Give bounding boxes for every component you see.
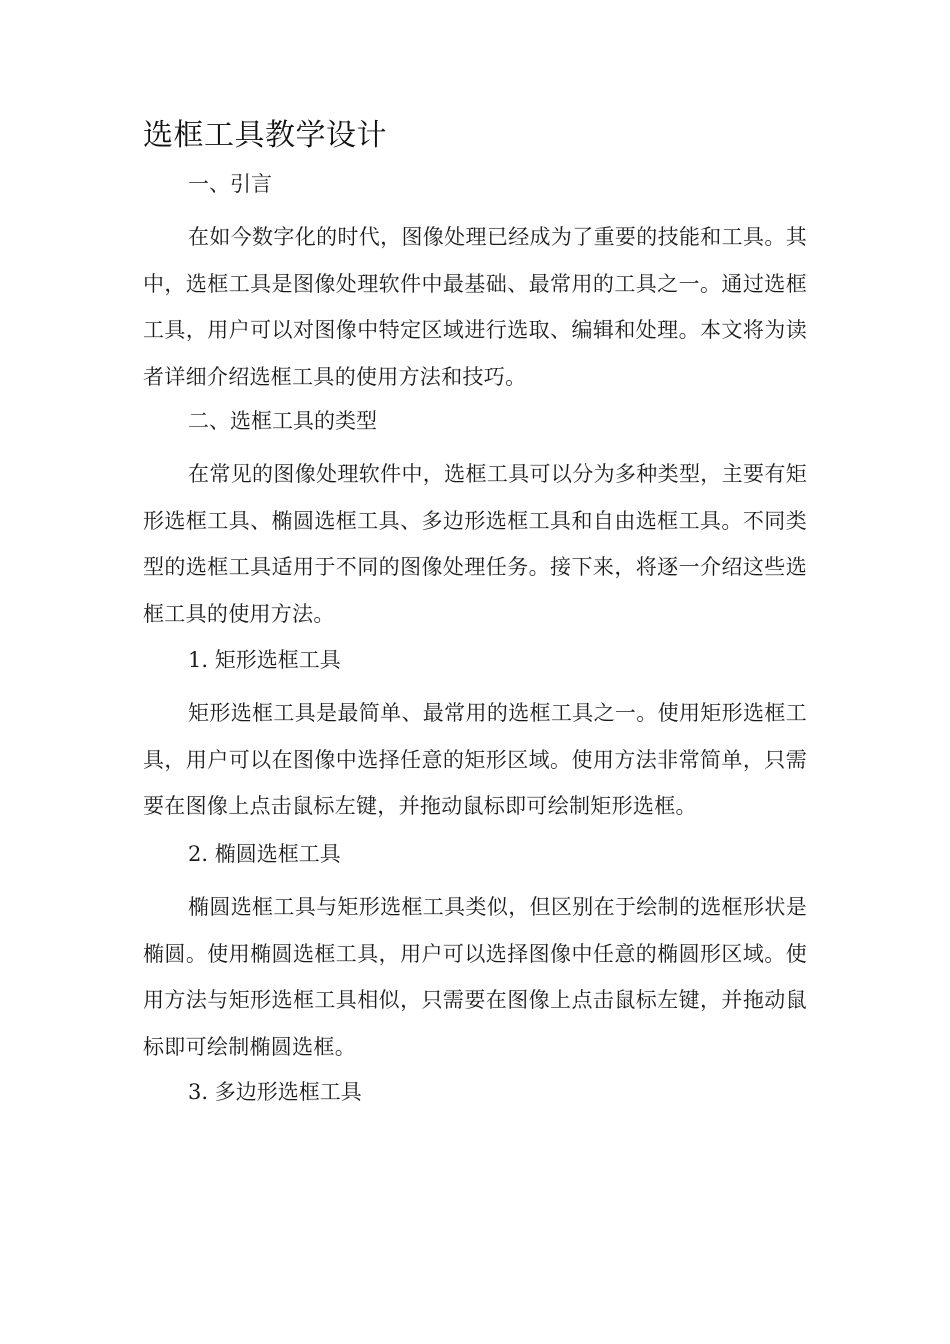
section-heading-types: 二、选框工具的类型 (188, 409, 377, 433)
paragraph-intro: 在如今数字化的时代，图像处理已经成为了重要的技能和工具。其中，选框工具是图像处理软件中最基础、最常用的工具之一。通过选框工具，用户可以对图像中特定区域进行选取、编辑和处理。本文将为读者详细介绍选框工具的使用方法和技巧。 (143, 225, 807, 389)
document-title: 选框工具教学设计 (143, 118, 387, 153)
paragraph-rectangle: 矩形选框工具是最简单、最常用的选框工具之一。使用矩形选框工具，用户可以在图像中选择任意的矩形区域。使用方法非常简单，只需要在图像上点击鼠标左键，并拖动鼠标即可绘制矩形选框。 (143, 701, 807, 818)
paragraph-types: 在常见的图像处理软件中，选框工具可以分为多种类型，主要有矩形选框工具、椭圆选框工具、多边形选框工具和自由选框工具。不同类型的选框工具适用于不同的图像处理任务。接下来，将逐一介绍这些选框工具的使用方法。 (143, 462, 807, 626)
section-heading-intro: 一、引言 (188, 172, 272, 196)
section-heading-ellipse: 2. 椭圆选框工具 (188, 842, 341, 866)
section-heading-rectangle: 1. 矩形选框工具 (188, 648, 341, 672)
paragraph-ellipse: 椭圆选框工具与矩形选框工具类似，但区别在于绘制的选框形状是椭圆。使用椭圆选框工具，用户可以选择图像中任意的椭圆形区域。使用方法与矩形选框工具相似，只需要在图像上点击鼠标左键，并拖动鼠标即可绘制椭圆选框。 (143, 895, 807, 1059)
section-heading-polygon: 3. 多边形选框工具 (188, 1080, 362, 1104)
